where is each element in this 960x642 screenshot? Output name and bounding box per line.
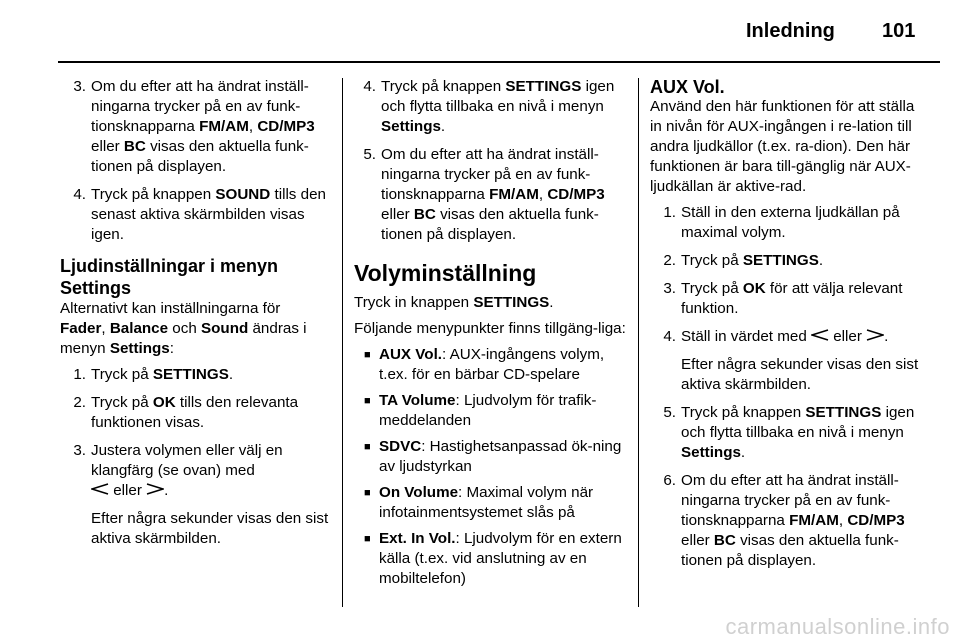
list-item: 4. Ställ in värdet med eller . [663,328,889,345]
list-item: ■ TA Volume: Ljudvolym för trafik-meddelanden [364,392,597,429]
page-header [0,0,960,62]
list-item: 4. Tryck på knappen SETTINGS igen och flytta tillbaka en nivå i menyn Settings. [363,78,615,135]
list-item: 6. Om du efter att ha ändrat inställ-ningarna trycker på en av funk-tionsknapparna FM/AM, CD/MP3 eller BC visas den aktuella funk-tionen på displayen. [663,472,905,569]
column-1 [60,77,330,557]
list-item: 3. Tryck på OK för att välja relevant funktion. [663,280,903,317]
list-item: 2. Tryck på SETTINGS. [663,252,824,269]
column-2 [354,77,628,595]
arrow-left-icon [811,329,829,341]
list-item: 3. Justera volymen eller välj en klangfärg (se ovan) med eller . [73,442,283,499]
arrow-left-icon [91,483,109,495]
paragraph: Alternativt kan inställningarna för Fader, Balance och Sound ändras i menyn Settings: [60,300,307,357]
note: Efter några sekunder visas den sist aktiva skärmbilden. [91,510,329,547]
page-number: 101 [882,20,916,42]
column-3 [650,77,930,579]
list-item: ■ SDVC: Hastighetsanpassad ök-ning av ljudstyrkan [364,438,622,475]
paragraph: Följande menypunkter finns tillgäng-liga: [354,320,626,337]
page-title: Inledning [746,20,835,42]
bullet-icon: ■ [364,349,371,361]
section-heading: AUX Vol. [650,77,725,97]
bullet-icon: ■ [364,395,371,407]
list-item: 3. Om du efter att ha ändrat inställ-ningarna trycker på en av funk-tionsknapparna FM/AM, CD/MP3 eller BC visas den aktuella funk-tionen på displayen. [73,78,315,175]
bullet-icon: ■ [364,441,371,453]
list-item: ■ Ext. In Vol.: Ljudvolym för en extern källa (t.ex. vid anslutning av en mobiltelefon) [364,530,622,587]
bullet-icon: ■ [364,533,371,545]
list-item: 2. Tryck på OK tills den relevanta funktionen visas. [73,394,299,431]
header-rule [58,61,940,63]
list-item: 1. Ställ in den externa ljudkällan på maximal volym. [663,204,900,241]
list-item: 4. Tryck på knappen SOUND tills den senast aktiva skärmbilden visas igen. [73,186,326,243]
list-item: 5. Tryck på knappen SETTINGS igen och flytta tillbaka en nivå i menyn Settings. [663,404,915,461]
paragraph: Tryck in knappen SETTINGS. [354,294,554,311]
section-heading: Ljudinställningar i menyn Settings [60,256,279,298]
arrow-right-icon [146,483,164,495]
watermark: carmanualsonline.info [725,614,950,639]
page-footer [0,614,960,642]
bullet-list [354,345,628,589]
column-divider-2 [638,78,639,607]
section-heading: Volyminställning [354,260,537,286]
paragraph: Använd den här funktionen för att ställa in nivån för AUX-ingången i re-lation till andra ljudkällor (t.ex. ra-dion). Den här funktionen är bara till-gänglig när AUX-ljudkällan är aktive-rad. [650,98,915,195]
list-item: ■ On Volume: Maximal volym när infotainmentsystemet slås på [364,484,594,521]
list-item: 1. Tryck på SETTINGS. [73,366,234,383]
list-item: ■ AUX Vol.: AUX-ingångens volym, t.ex. för en bärbar CD-spelare [364,346,605,383]
column-divider-1 [342,78,343,607]
note: Efter några sekunder visas den sist aktiva skärmbilden. [681,356,919,393]
arrow-right-icon [866,329,884,341]
list-item: 5. Om du efter att ha ändrat inställ-ningarna trycker på en av funk-tionsknapparna FM/AM, CD/MP3 eller BC visas den aktuella funk-tionen på displayen. [363,146,605,243]
bullet-icon: ■ [364,487,371,499]
